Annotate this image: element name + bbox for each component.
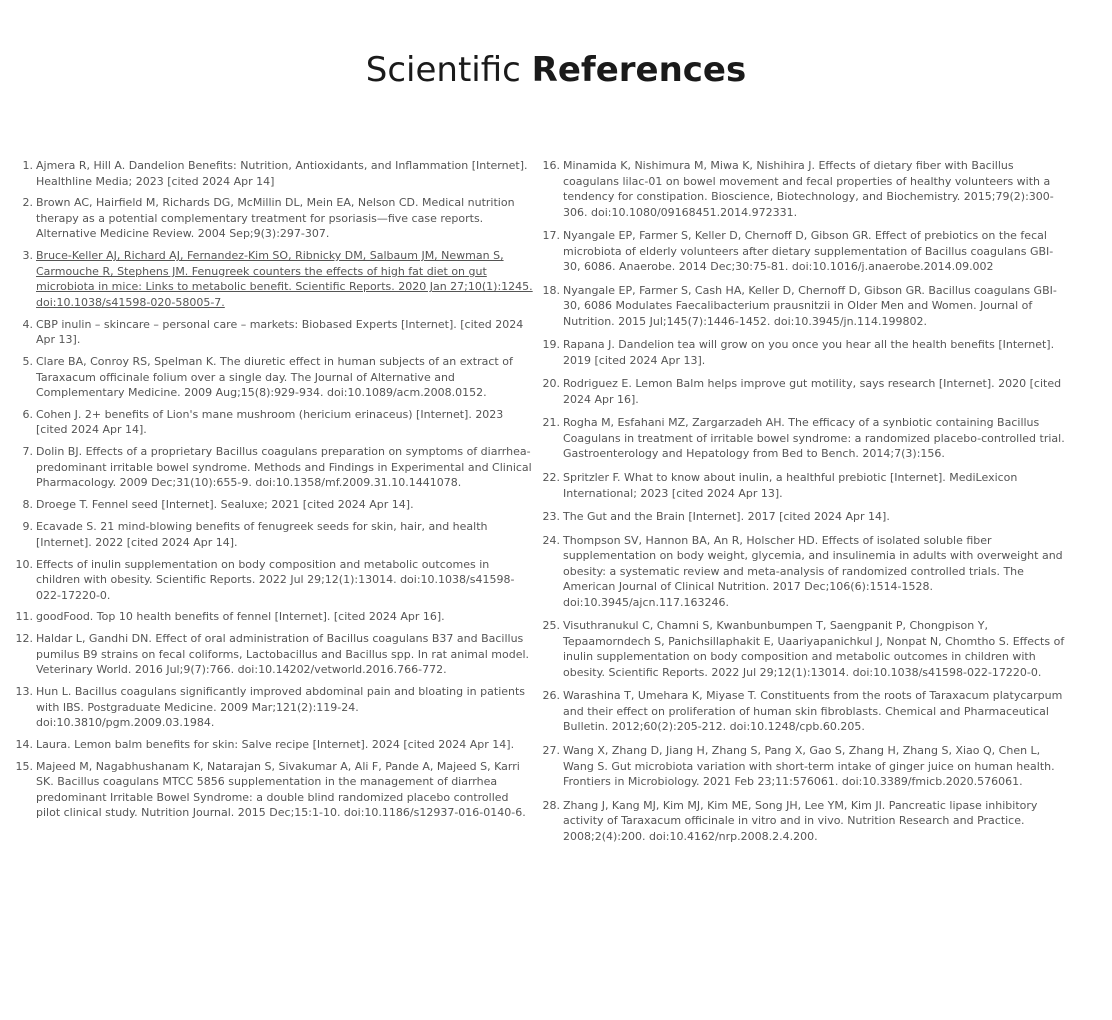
reference-number: 13. bbox=[15, 685, 33, 699]
reference-text: Brown AC, Hairfield M, Richards DG, McMillin DL, Mein EA, Nelson CD. Medical nutrition therapy as a potential complementary treatment for psoriasis—five case reports. Alternative Medicine Review. 2004 Sep;9(3):297-307. bbox=[36, 196, 515, 241]
reference-item bbox=[539, 688, 1067, 735]
reference-item bbox=[12, 557, 534, 604]
reference-number: 20. bbox=[542, 377, 560, 391]
reference-number: 21. bbox=[542, 416, 560, 430]
reference-number: 25. bbox=[542, 619, 560, 633]
reference-text: Rapana J. Dandelion tea will grow on you once you hear all the health benefits [Internet]. 2019 [cited 2024 Apr 13]. bbox=[563, 338, 1055, 367]
reference-item bbox=[539, 743, 1067, 790]
reference-link[interactable]: Bruce-Keller AJ, Richard AJ, Fernandez-Kim SO, Ribnicky DM, Salbaum JM, Newman S, Carmouche R, Stephens JM. Fenugreek counters the effects of high fat diet on gut microbiota in mice: Links to metabolic benefit. Scientific Reports. 2020 Jan 27;10(1):1245. doi:10.1038/s41598-020-58005-7. bbox=[36, 249, 533, 309]
reference-number: 10. bbox=[15, 557, 33, 571]
reference-text: Majeed M, Nagabhushanam K, Natarajan S, Sivakumar A, Ali F, Pande A, Majeed S, Karri SK. Bacillus coagulans MTCC 5856 supplementation in the management of diarrhea predominant Irritable Bowel Syndrome: a double blind randomized placebo controlled pilot clinical study. Nutrition Journal. 2015 Dec;15:1-10. doi:10.1186/s12937-016-0140-6. bbox=[36, 759, 526, 820]
reference-number: 26. bbox=[542, 689, 560, 703]
reference-number: 22. bbox=[542, 471, 560, 485]
reference-number: 7. bbox=[22, 445, 33, 459]
page-title-regular: Scientific bbox=[365, 50, 521, 90]
reference-item bbox=[12, 737, 534, 753]
reference-text: CBP inulin – skincare – personal care – markets: Biobased Experts [Internet]. [cited 2024 Apr 13]. bbox=[36, 317, 524, 347]
reference-text: Ajmera R, Hill A. Dandelion Benefits: Nutrition, Antioxidants, and Inflammation [Internet]. Healthline Media; 2023 [cited 2024 Apr 14] bbox=[36, 159, 528, 188]
reference-item bbox=[12, 317, 534, 348]
reference-number: 18. bbox=[542, 283, 560, 297]
reference-number: 5. bbox=[22, 355, 33, 369]
reference-text: Laura. Lemon balm benefits for skin: Salve recipe [Internet]. 2024 [cited 2024 Apr 14]. bbox=[36, 738, 515, 752]
reference-item bbox=[539, 158, 1067, 220]
reference-item bbox=[539, 470, 1067, 501]
reference-text: Warashina T, Umehara K, Miyase T. Constituents from the roots of Taraxacum platycarpum and their effect on proliferation of human skin fibroblasts. Chemical and Pharmaceutical Bulletin. 2012;60(2):205-212. doi:10.1248/cpb.60.205. bbox=[563, 689, 1063, 734]
reference-item bbox=[539, 415, 1067, 462]
reference-item bbox=[12, 354, 534, 401]
reference-number: 6. bbox=[22, 407, 33, 421]
reference-text: goodFood. Top 10 health benefits of fennel [Internet]. [cited 2024 Apr 16]. bbox=[36, 610, 445, 624]
reference-item bbox=[12, 497, 534, 513]
reference-item bbox=[12, 684, 534, 731]
reference-item bbox=[539, 618, 1067, 680]
reference-text: Nyangale EP, Farmer S, Keller D, Chernoff D, Gibson GR. Effect of prebiotics on the fecal microbiota of elderly volunteers after dietary supplementation of Bacillus coagulans GBI-30, 6086. Anaerobe. 2014 Dec;30:75-81. doi:10.1016/j.anaerobe.2014.09.002 bbox=[563, 229, 1054, 274]
reference-number: 23. bbox=[542, 510, 560, 524]
reference-item bbox=[12, 609, 534, 625]
reference-text: Ecavade S. 21 mind-blowing benefits of fenugreek seeds for skin, hair, and health [Internet]. 2022 [cited 2024 Apr 14]. bbox=[36, 520, 488, 549]
reference-text: Rodriguez E. Lemon Balm helps improve gut motility, says research [Internet]. 2020 [cited 2024 Apr 16]. bbox=[563, 377, 1062, 406]
reference-item bbox=[12, 195, 534, 242]
reference-item bbox=[12, 158, 534, 189]
reference-item bbox=[539, 337, 1067, 368]
reference-item bbox=[12, 631, 534, 678]
reference-item bbox=[539, 283, 1067, 330]
reference-text: The Gut and the Brain [Internet]. 2017 [cited 2024 Apr 14]. bbox=[563, 510, 890, 524]
reference-number: 12. bbox=[15, 632, 33, 646]
reference-text: Effects of inulin supplementation on body composition and metabolic outcomes in children with obesity. Scientific Reports. 2022 Jul 29;12(1):13014. doi:10.1038/s41598-022-17220-0. bbox=[36, 557, 515, 602]
reference-text: Clare BA, Conroy RS, Spelman K. The diuretic effect in human subjects of an extract of Taraxacum officinale folium over a single day. The Journal of Alternative and Complementary Medicine. 2009 Aug;15(8):929-934. doi:10.1089/acm.2008.0152. bbox=[36, 355, 513, 400]
reference-number: 3. bbox=[22, 249, 33, 263]
reference-text: Thompson SV, Hannon BA, An R, Holscher HD. Effects of isolated soluble fiber supplementation on body weight, glycemia, and insulinemia in adults with overweight and obesity: a systematic review and meta-analysis of randomized controlled trials. The American Journal of Clinical Nutrition. 2017 Dec;106(6):1514-1528. doi:10.3945/ajcn.117.163246. bbox=[563, 533, 1063, 609]
reference-item bbox=[12, 519, 534, 550]
reference-text: Hun L. Bacillus coagulans significantly improved abdominal pain and bloating in patients with IBS. Postgraduate Medicine. 2009 Mar;121(2):119-24. doi:10.3810/pgm.2009.03.1984. bbox=[36, 685, 526, 730]
reference-item bbox=[539, 376, 1067, 407]
reference-text: Wang X, Zhang D, Jiang H, Zhang S, Pang X, Gao S, Zhang H, Zhang S, Xiao Q, Chen L, Wang S. Gut microbiota variation with short-term intake of ginger juice on human health. Frontiers in Microbiology. 2021 Feb 23;11:576061. doi:10.3389/fmicb.2020.576061. bbox=[563, 744, 1055, 789]
reference-number: 2. bbox=[22, 196, 33, 210]
reference-number: 24. bbox=[542, 533, 560, 547]
reference-text: Visuthranukul C, Chamni S, Kwanbunbumpen T, Saengpanit P, Chongpison Y, Tepaamorndech S, Panichsillaphakit E, Uaariyapanichkul J, Nonpat N, Chomtho S. Effects of inulin supplementation on body composition and metabolic outcomes in children with obesity. Scientific Reports. 2022 Jul 29;12(1):13014. doi:10.1038/s41598-022-17220-0. bbox=[563, 619, 1065, 679]
reference-text: Nyangale EP, Farmer S, Cash HA, Keller D, Chernoff D, Gibson GR. Bacillus coagulans GBI-30, 6086 Modulates Faecalibacterium prausnitzii in Older Men and Women. Journal of Nutrition. 2015 Jul;145(7):1446-1452. doi:10.3945/jn.114.199802. bbox=[563, 283, 1057, 328]
reference-item bbox=[539, 228, 1067, 275]
reference-number: 19. bbox=[542, 338, 560, 352]
reference-number: 28. bbox=[542, 798, 560, 812]
reference-number: 14. bbox=[15, 738, 33, 752]
reference-text: Droege T. Fennel seed [Internet]. Sealuxe; 2021 [cited 2024 Apr 14]. bbox=[36, 498, 414, 512]
reference-number: 16. bbox=[542, 159, 560, 172]
reference-number: 1. bbox=[22, 159, 33, 172]
reference-number: 4. bbox=[22, 317, 33, 331]
page-title bbox=[0, 46, 1112, 94]
reference-item bbox=[12, 407, 534, 438]
reference-number: 17. bbox=[542, 229, 560, 243]
reference-text: Cohen J. 2+ benefits of Lion's mane mushroom (hericium erinaceus) [Internet]. 2023 [cited 2024 Apr 14]. bbox=[36, 407, 504, 437]
reference-text: Zhang J, Kang MJ, Kim MJ, Kim ME, Song JH, Lee YM, Kim JI. Pancreatic lipase inhibitory activity of Taraxacum officinale in vitro and in vivo. Nutrition Research and Practice. 2008;2(4):200. doi:10.4162/nrp.2008.2.4.200. bbox=[563, 798, 1038, 843]
reference-text: Rogha M, Esfahani MZ, Zargarzadeh AH. The efficacy of a synbiotic containing Bacillus Coagulans in treatment of irritable bowel syndrome: a randomized placebo-controlled trial. Gastroenterology and Hepatology from Bed to Bench. 2014;7(3):156. bbox=[563, 416, 1065, 461]
reference-number: 8. bbox=[22, 498, 33, 512]
reference-item bbox=[539, 509, 1067, 525]
page-title-bold: References bbox=[531, 50, 747, 90]
reference-text: Dolin BJ. Effects of a proprietary Bacillus coagulans preparation on symptoms of diarrhea-predominant irritable bowel syndrome. Methods and Findings in Experimental and Clinical Pharmacology. 2009 Dec;31(10):655-9. doi:10.1358/mf.2009.31.10.1441078. bbox=[36, 445, 532, 490]
reference-number: 9. bbox=[22, 520, 33, 534]
reference-item bbox=[12, 759, 534, 821]
reference-text: Haldar L, Gandhi DN. Effect of oral administration of Bacillus coagulans B37 and Bacillus pumilus B9 strains on fecal coliforms, Lactobacillus and Bacillus spp. In rat animal model. Veterinary World. 2016 Jul;9(7):766. doi:10.14202/vetworld.2016.766-772. bbox=[36, 632, 530, 677]
reference-item bbox=[539, 798, 1067, 845]
references-list-left bbox=[12, 158, 534, 827]
reference-text: Spritzler F. What to know about inulin, a healthful prebiotic [Internet]. MediLexicon International; 2023 [cited 2024 Apr 13]. bbox=[563, 471, 1018, 500]
reference-item bbox=[539, 533, 1067, 611]
reference-text: Minamida K, Nishimura M, Miwa K, Nishihira J. Effects of dietary fiber with Bacillus coagulans lilac-01 on bowel movement and fecal properties of healthy volunteers with a tendency for constipation. Bioscience, Biotechnology, and Biochemistry. 2015;79(2):300-306. doi:10.1080/09168451.2014.972331. bbox=[563, 159, 1054, 219]
references-list-right bbox=[539, 158, 1067, 852]
reference-number: 27. bbox=[542, 744, 560, 758]
reference-item bbox=[12, 444, 534, 491]
reference-number: 11. bbox=[15, 610, 33, 624]
reference-number: 15. bbox=[15, 759, 33, 773]
reference-item bbox=[12, 248, 534, 310]
